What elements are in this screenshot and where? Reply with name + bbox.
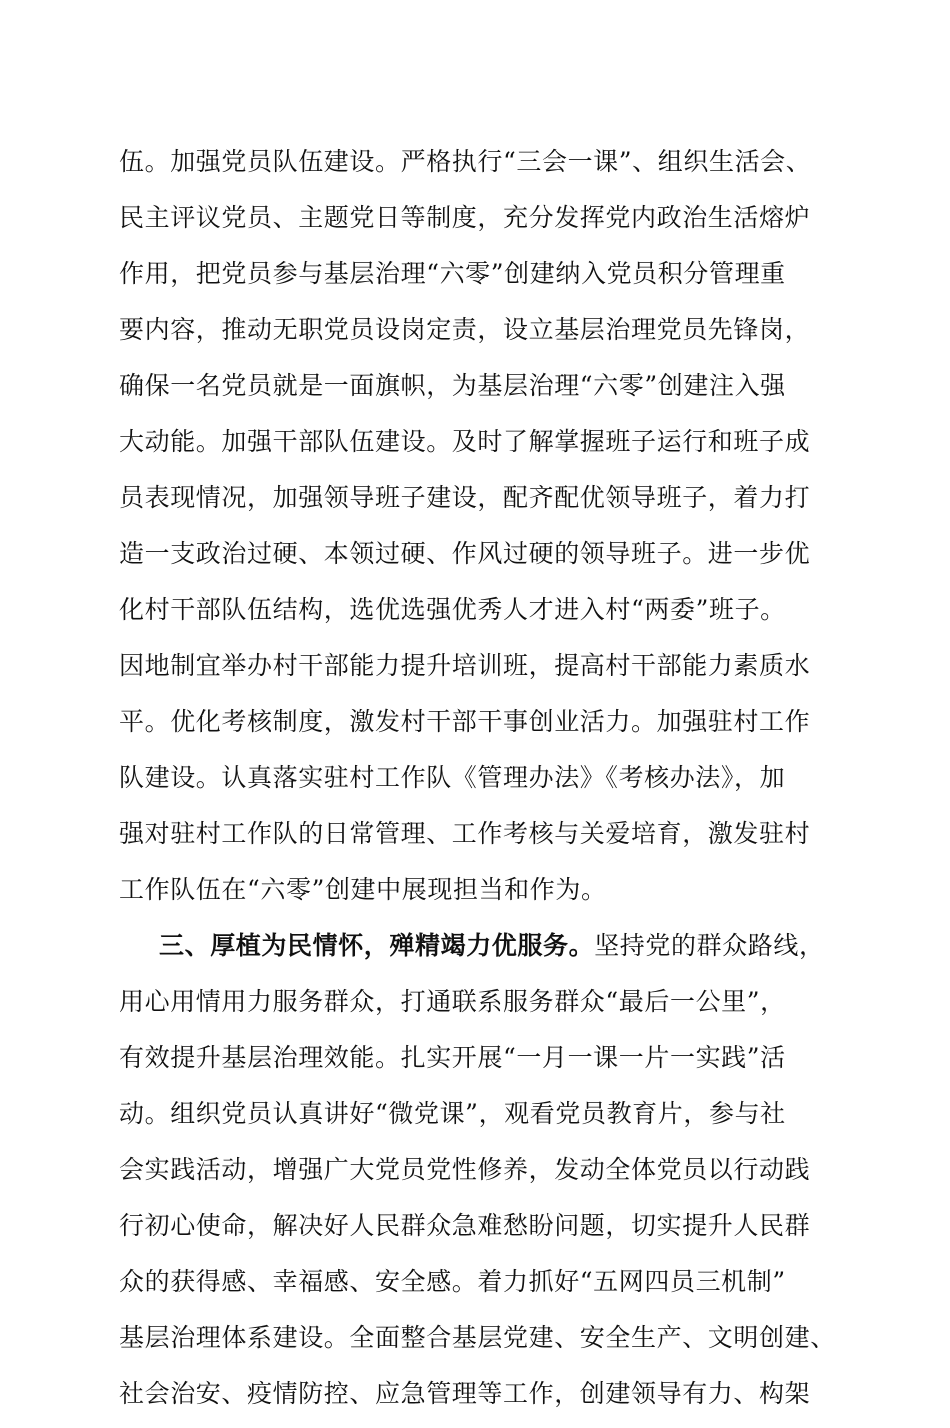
text-line: 队建设。认真落实驻村工作队《管理办法》《考核办法》，加 [119, 763, 786, 792]
text-line: 基层治理体系建设。全面整合基层党建、安全生产、文明创建、 [119, 1323, 836, 1352]
text-line: 伍。加强党员队伍建设。严格执行“三会一课”、组织生活会、 [119, 147, 812, 176]
text-line: 化村干部队伍结构，选优选强优秀人才进入村“两委”班子。 [119, 595, 786, 624]
section-heading-line [119, 924, 831, 980]
paragraph-1 [119, 140, 831, 924]
text-line: 强对驻村工作队的日常管理、工作考核与关爱培育，激发驻村 [119, 819, 811, 848]
text-line: 造一支政治过硬、本领过硬、作风过硬的领导班子。进一步优 [119, 539, 811, 568]
paragraph-2 [119, 924, 836, 1428]
text-line: 要内容，推动无职党员设岗定责，设立基层治理党员先锋岗， [119, 315, 811, 344]
text-line: 有效提升基层治理效能。扎实开展“一月一课一片一实践”活 [119, 1043, 786, 1072]
text-line: 行初心使命，解决好人民群众急难愁盼问题，切实提升人民群 [119, 1211, 811, 1240]
heading-line-text: 坚持党的群众路线， [594, 931, 825, 960]
text-line: 因地制宜举办村干部能力提升培训班，提高村干部能力素质水 [119, 651, 811, 680]
section-heading: 三、厚植为民情怀，殚精竭力优服务。 [159, 931, 595, 960]
document-body [119, 140, 836, 1428]
text-line: 众的获得感、幸福感、安全感。着力抓好“五网四员三机制” [119, 1267, 786, 1296]
text-line: 员表现情况，加强领导班子建设，配齐配优领导班子，着力打 [119, 483, 811, 512]
text-line: 民主评议党员、主题党日等制度，充分发挥党内政治生活熔炉 [119, 203, 811, 232]
text-line: 动。组织党员认真讲好“微党课”，观看党员教育片，参与社 [119, 1099, 786, 1128]
text-line: 大动能。加强干部队伍建设。及时了解掌握班子运行和班子成 [119, 427, 811, 456]
text-line: 会实践活动，增强广大党员党性修养，发动全体党员以行动践 [119, 1155, 811, 1184]
text-line: 工作队伍在“六零”创建中展现担当和作为。 [119, 875, 607, 904]
text-line: 用心用情用力服务群众，打通联系服务群众“最后一公里”， [119, 987, 786, 1016]
text-line: 作用，把党员参与基层治理“六零”创建纳入党员积分管理重 [119, 259, 786, 288]
text-line: 平。优化考核制度，激发村干部干事创业活力。加强驻村工作 [119, 707, 811, 736]
text-line: 确保一名党员就是一面旗帜，为基层治理“六零”创建注入强 [119, 371, 786, 400]
text-line: 社会治安、疫情防控、应急管理等工作，创建领导有力、构架 [119, 1379, 811, 1408]
